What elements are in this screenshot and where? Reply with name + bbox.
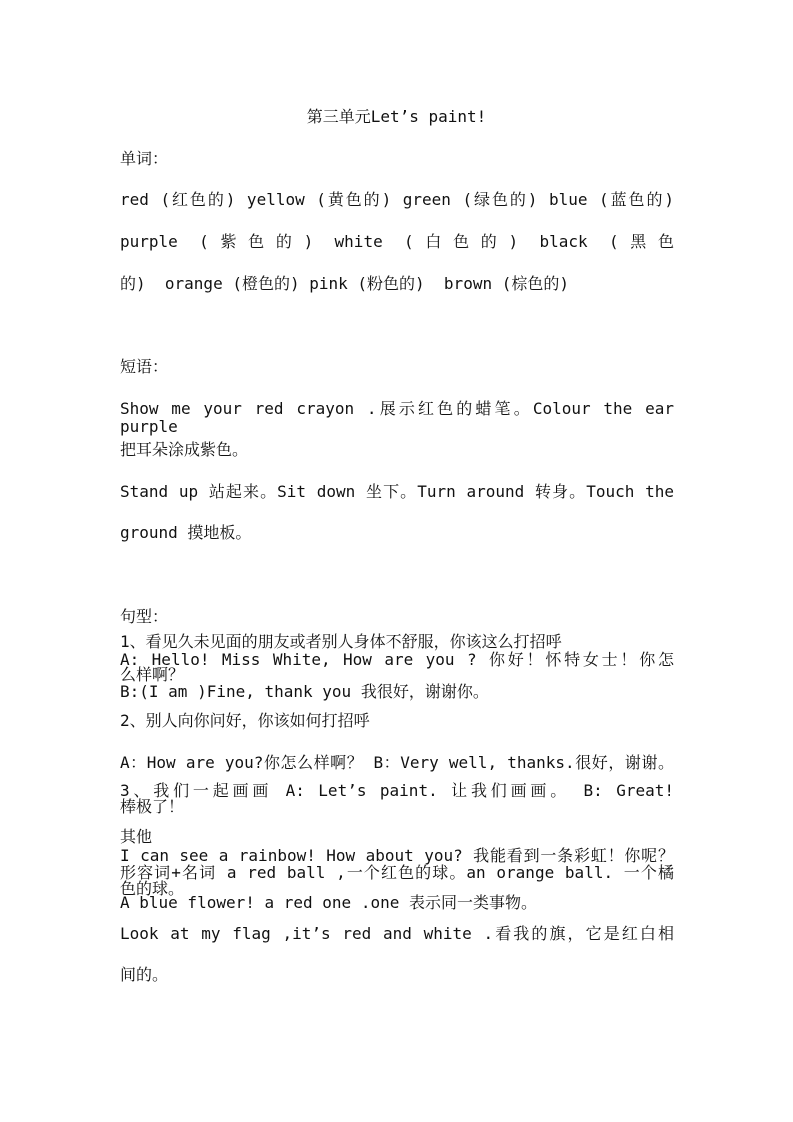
other-line: 色的球。 (120, 879, 185, 898)
sentence-line: 3、我们一起画画 A: Let’s paint. 让我们画画。 B: Great! (120, 781, 674, 800)
phrase-line: 把耳朵涂成紫色。 (120, 440, 249, 459)
page-title: 第三单元Let’s paint! (306, 107, 487, 126)
sentence-line: B:(I am )Fine, thank you 我很好，谢谢你。 (120, 682, 489, 701)
vocab-heading: 单词： (120, 149, 169, 168)
phrase-line: Stand up 站起来。Sit down 坐下。Turn around 转身。Touch the (120, 482, 674, 501)
other-line: 形容词+名词 a red ball ,一个红色的球。an orange ball. 一个橘 (120, 863, 674, 882)
sentence-line: A：How are you?你怎么样啊？ B：Very well, thanks.很好，谢谢。 (120, 753, 674, 772)
phrases-heading: 短语： (120, 357, 169, 376)
sentence-line: 1、看见久未见面的朋友或者别人身体不舒服，你该这么打招呼 (120, 632, 562, 651)
phrase-line: ground 摸地板。 (120, 523, 252, 542)
vocab-line: 的) orange (橙色的) pink (粉色的) brown (棕色的) (120, 274, 569, 293)
vocab-line: red (红色的) yellow (黄色的) green (绿色的) blue (蓝色的) (120, 190, 674, 209)
other-line: I can see a rainbow! How about you? 我能看到一条彩虹！你呢？ (120, 846, 674, 865)
other-heading: 其他 (120, 827, 153, 846)
sentence-line: A: Hello! Miss White, How are you ? 你好！怀特女士！你怎 (120, 650, 674, 669)
sentence-line: 棒极了！ (120, 797, 185, 816)
sentence-line: 2、别人向你问好，你该如何打招呼 (120, 711, 370, 730)
other-line: A blue flower! a red one .one 表示同一类事物。 (120, 893, 537, 912)
sentence-line: 么样啊？ (120, 665, 185, 684)
other-line: Look at my flag ,it’s red and white .看我的旗，它是红白相 (120, 924, 674, 943)
phrase-line: Show me your red crayon .展示红色的蜡笔。Colour the ear purple (120, 399, 674, 436)
other-line: 间的。 (120, 965, 169, 984)
vocab-line: purple (紫色的) white (白色的) black (黑色 (120, 232, 674, 251)
sentences-heading: 句型： (120, 607, 169, 626)
